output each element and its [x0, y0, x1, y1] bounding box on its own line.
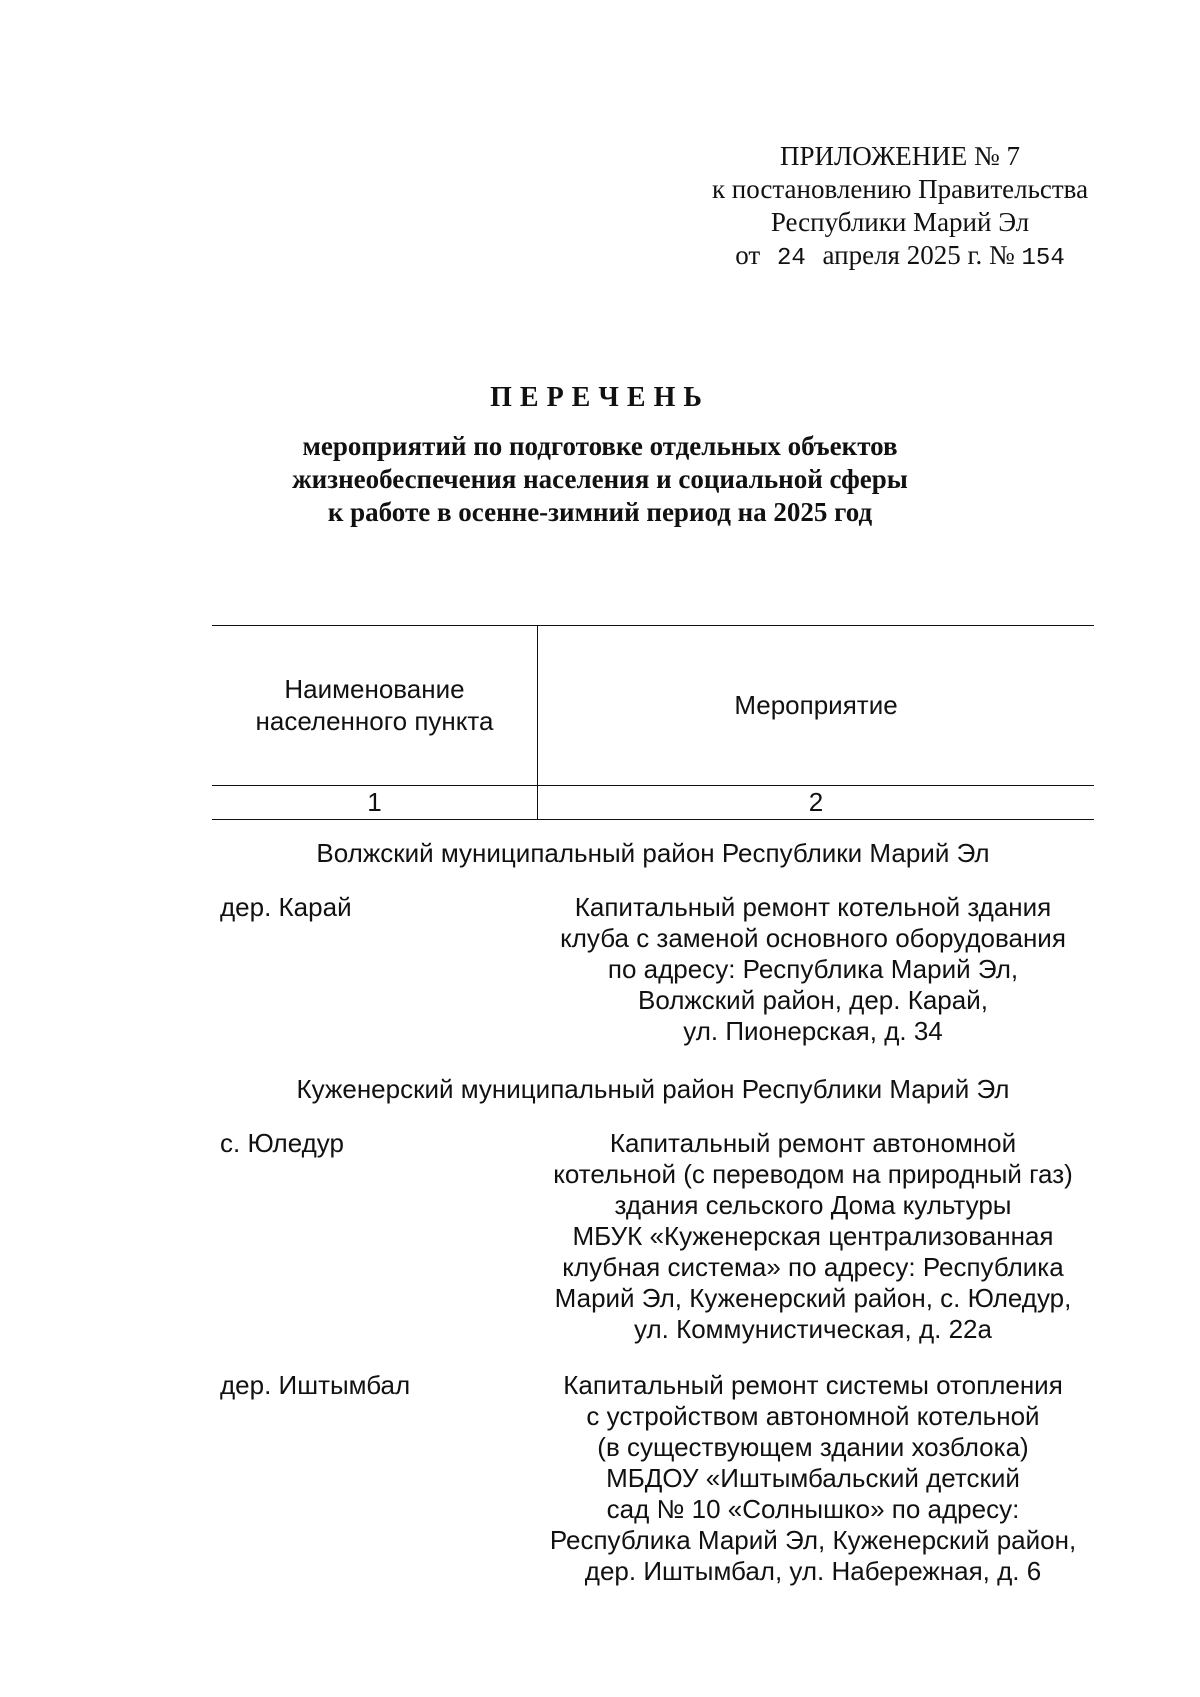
event-line: с устройством автономной котельной: [586, 1401, 1040, 1431]
annex-date-prefix: от: [735, 240, 761, 270]
annex-date-rest: апреля 2025 г. №: [822, 240, 1015, 270]
subtitle-line: мероприятий по подготовке отдельных объектов: [302, 431, 898, 461]
event-line: (в существующем здании хозблока): [597, 1432, 1029, 1462]
event-line: Волжский район, дер. Карай,: [638, 985, 988, 1015]
event-line: Капитальный ремонт котельной здания: [574, 892, 1052, 922]
annex-number: ПРИЛОЖЕНИЕ № 7: [779, 141, 1021, 171]
annex-reference: к постановлению Правительства: [711, 174, 1089, 204]
row-event-yuledur: [532, 1128, 1094, 1345]
event-line: здания сельского Дома культуры: [614, 1190, 1012, 1220]
column-number-2: 2: [808, 787, 824, 817]
event-line: Капитальный ремонт автономной: [609, 1128, 1017, 1158]
annex-date-number: 154: [1021, 245, 1065, 272]
row-place-ishtymbal: дер. Иштымбал: [220, 1370, 411, 1400]
document-subtitle: [0, 430, 1200, 529]
event-line: клубная система» по адресу: Республика: [562, 1252, 1064, 1282]
event-line: сад № 10 «Солнышко» по адресу:: [606, 1494, 1020, 1524]
event-line: ул. Коммунистическая, д. 22а: [634, 1314, 992, 1344]
column-header-place-text: Наименование населенного пункта: [255, 674, 494, 736]
event-line: дер. Иштымбал, ул. Набережная, д. 6: [584, 1556, 1042, 1586]
annex-header: [690, 140, 1110, 275]
section-title-kuzhenersky: Куженерский муниципальный район Республики Марий Эл: [296, 1074, 1010, 1104]
section-title-volzhsky: Волжский муниципальный район Республики Марий Эл: [316, 838, 990, 868]
row-place-yuledur: с. Юледур: [220, 1128, 344, 1158]
column-header-event-text: Мероприятие: [734, 690, 898, 720]
subtitle-line: жизнеобеспечения населения и социальной сферы: [292, 464, 908, 494]
annex-date: [690, 239, 1110, 275]
event-line: МБДОУ «Иштымбальский детский: [606, 1463, 1020, 1493]
row-place-karai: дер. Карай: [220, 892, 352, 922]
annex-date-day: 24: [776, 245, 806, 272]
row-event-karai: [532, 892, 1094, 1047]
document-title: ПЕРЕЧЕНЬ: [490, 382, 710, 413]
event-line: клуба с заменой основного оборудования: [560, 923, 1066, 953]
subtitle-line: к работе в осенне-зимний период на 2025 год: [327, 497, 873, 527]
column-header-place: [212, 625, 537, 785]
column-header-event: [538, 625, 1094, 785]
annex-republic: Республики Марий Эл: [770, 207, 1030, 237]
event-line: Марий Эл, Куженерский район, с. Юледур,: [554, 1283, 1072, 1313]
column-number-1: 1: [367, 787, 382, 817]
event-line: котельной (с переводом на природный газ): [553, 1159, 1073, 1189]
event-line: ул. Пионерская, д. 34: [683, 1016, 943, 1046]
event-line: МБУК «Куженерская централизованная: [572, 1221, 1054, 1251]
event-line: Республика Марий Эл, Куженерский район,: [549, 1525, 1077, 1555]
event-line: по адресу: Республика Марий Эл,: [607, 954, 1019, 984]
event-line: Капитальный ремонт системы отопления: [563, 1370, 1063, 1400]
row-event-ishtymbal: [532, 1370, 1094, 1587]
table-bottom-border: [212, 819, 1094, 820]
